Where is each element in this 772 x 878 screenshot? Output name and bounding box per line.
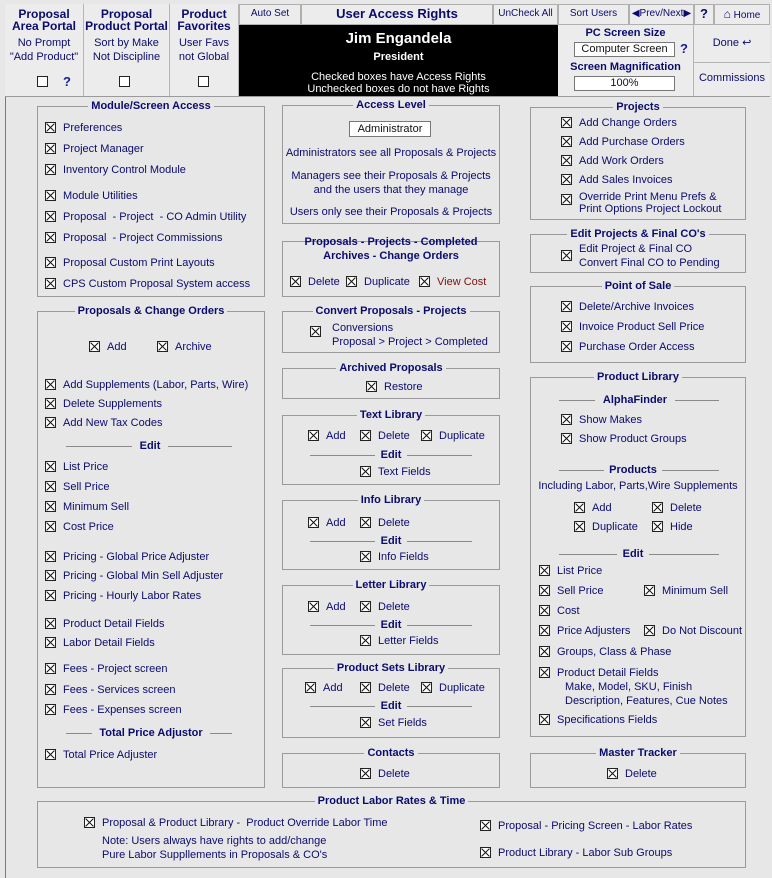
item-label: Add bbox=[326, 601, 346, 613]
edit-projects-line2: Convert Final CO to Pending bbox=[579, 257, 720, 269]
user-name: Jim Engandela bbox=[345, 30, 452, 47]
alpha-rule-left bbox=[559, 400, 595, 401]
checkbox[interactable] bbox=[45, 618, 56, 629]
item-label: Product Detail Fields bbox=[63, 618, 165, 630]
return-arrow-icon: ↩ bbox=[742, 37, 752, 49]
item-label: Add bbox=[326, 517, 346, 529]
checkbox[interactable] bbox=[45, 232, 56, 243]
edit-rule-left bbox=[66, 446, 132, 447]
checkbox[interactable] bbox=[419, 276, 430, 287]
proposal-area-portal-title2: Area Portal bbox=[11, 19, 77, 33]
checkbox[interactable] bbox=[45, 122, 56, 133]
checkbox[interactable] bbox=[421, 682, 432, 693]
item-label: Minimum Sell bbox=[662, 585, 729, 597]
pl-detail-line3: Description, Features, Cue Notes bbox=[565, 695, 728, 707]
checkbox[interactable] bbox=[539, 714, 550, 725]
sets-lib-rule-left bbox=[310, 706, 375, 707]
alpha-rule-right bbox=[675, 400, 719, 401]
proposals-cos-title-text: Proposals & Change Orders bbox=[75, 305, 228, 317]
item-label: Add bbox=[326, 430, 346, 442]
letter-lib-rule-left bbox=[310, 625, 375, 626]
help-button[interactable]: ? bbox=[694, 4, 714, 25]
item-label: Letter Fields bbox=[378, 635, 439, 647]
checkbox[interactable] bbox=[539, 625, 550, 636]
item-label: List Price bbox=[557, 565, 603, 577]
checkbox[interactable] bbox=[561, 174, 572, 185]
item-label: Groups, Class & Phase bbox=[557, 646, 672, 658]
proposal-product-portal-checkbox[interactable] bbox=[119, 76, 130, 87]
products-rule-right bbox=[662, 470, 719, 471]
checkbox[interactable] bbox=[89, 341, 100, 352]
item-label: Add Purchase Orders bbox=[579, 136, 685, 148]
access-level-line2a: Managers see their Proposals & Projects bbox=[291, 170, 491, 182]
checkbox[interactable] bbox=[480, 847, 491, 858]
letter-lib-rule-right bbox=[407, 625, 472, 626]
done-button[interactable] bbox=[694, 25, 770, 63]
completed-archives-title2: Archives - Change Orders bbox=[323, 250, 459, 262]
prev-arrow-icon[interactable]: ◀ bbox=[631, 8, 640, 19]
checkbox[interactable] bbox=[45, 143, 56, 154]
checkbox[interactable] bbox=[644, 585, 655, 596]
checkbox[interactable] bbox=[308, 601, 319, 612]
checkbox[interactable] bbox=[561, 117, 572, 128]
product-sets-title bbox=[283, 662, 499, 674]
item-label: Delete bbox=[378, 430, 410, 442]
item-label: Proposal & Product Library - Product Override Labor Time bbox=[102, 817, 388, 829]
contacts-title bbox=[283, 747, 499, 759]
archived-title-text: Archived Proposals bbox=[336, 362, 445, 374]
pl-edit-rule-left bbox=[559, 554, 617, 555]
auto-set-button[interactable]: Auto Set bbox=[239, 4, 301, 25]
checkbox[interactable] bbox=[308, 430, 319, 441]
checkbox[interactable] bbox=[360, 635, 371, 646]
uncheck-all-button[interactable]: UnCheck All bbox=[493, 4, 558, 25]
product-favorites-title2: Favorites bbox=[177, 19, 231, 33]
item-label: Info Fields bbox=[378, 551, 429, 563]
item-label: CPS Custom Proposal System access bbox=[63, 278, 251, 290]
checkbox[interactable] bbox=[45, 211, 56, 222]
sets-lib-rule-right bbox=[407, 706, 472, 707]
home-label: Home bbox=[733, 10, 761, 21]
proposal-product-portal-title1: Proposal bbox=[100, 7, 153, 21]
item-label: Total Price Adjuster bbox=[63, 749, 158, 761]
checkbox[interactable] bbox=[539, 585, 550, 596]
checkbox[interactable] bbox=[561, 136, 572, 147]
convert-title bbox=[283, 305, 499, 317]
checkbox[interactable] bbox=[561, 433, 572, 444]
item-label: Duplicate bbox=[439, 430, 485, 442]
letter-library-title bbox=[283, 579, 499, 591]
contacts-title-text: Contacts bbox=[364, 747, 417, 759]
next-arrow-icon[interactable]: ▶ bbox=[683, 8, 692, 19]
item-label: Inventory Control Module bbox=[63, 164, 186, 176]
item-label: Project Manager bbox=[63, 143, 144, 155]
labor-rates-title-text: Product Labor Rates & Time bbox=[315, 795, 469, 807]
commissions-button[interactable]: Commissions bbox=[698, 72, 765, 84]
proposal-edit-heading: Edit bbox=[139, 440, 161, 452]
checkbox[interactable] bbox=[539, 565, 550, 576]
item-label: Hide bbox=[670, 521, 693, 533]
item-label: Sell Price bbox=[557, 585, 604, 597]
rights-note-2: Unchecked boxes do not have Rights bbox=[307, 83, 490, 95]
checkbox[interactable] bbox=[305, 682, 316, 693]
projects-title bbox=[531, 101, 745, 113]
item-label: Proposal - Project - CO Admin Utility bbox=[63, 211, 247, 223]
convert-title-text: Convert Proposals - Projects bbox=[313, 305, 470, 317]
done-label: Done bbox=[712, 37, 739, 49]
text-lib-edit-heading: Edit bbox=[380, 449, 402, 461]
proposals-cos-title bbox=[38, 305, 264, 317]
item-label: Delete bbox=[378, 601, 410, 613]
item-label: Delete Supplements bbox=[63, 398, 163, 410]
checkbox[interactable] bbox=[45, 278, 56, 289]
checkbox[interactable] bbox=[45, 570, 56, 581]
checkbox[interactable] bbox=[539, 667, 550, 678]
product-sets-title-text: Product Sets Library bbox=[334, 662, 448, 674]
checkbox[interactable] bbox=[45, 663, 56, 674]
products-heading: Products bbox=[609, 464, 657, 476]
checkbox[interactable] bbox=[360, 601, 371, 612]
checkbox[interactable] bbox=[45, 398, 56, 409]
projects-title-text: Projects bbox=[613, 101, 662, 113]
alphafinder-heading: AlphaFinder bbox=[602, 394, 668, 406]
pc-screen-size-select[interactable]: Computer Screen bbox=[574, 42, 675, 57]
item-label: Delete bbox=[378, 517, 410, 529]
item-label: Do Not Discount bbox=[662, 625, 743, 637]
product-library-title-text: Product Library bbox=[594, 371, 682, 383]
item-label: Delete bbox=[625, 768, 657, 780]
tpa-heading: Total Price Adjustor bbox=[99, 727, 203, 739]
text-library-title-text: Text Library bbox=[357, 409, 425, 421]
item-label: Text Fields bbox=[378, 466, 431, 478]
letter-library-title-text: Letter Library bbox=[353, 579, 430, 591]
product-favorites-title1: Product bbox=[181, 7, 227, 21]
module-access-title-text: Module/Screen Access bbox=[88, 100, 213, 112]
point-of-sale-title-text: Point of Sale bbox=[602, 280, 675, 292]
item-label: Product Detail Fields bbox=[557, 667, 659, 679]
item-label: Proposal Custom Print Layouts bbox=[63, 257, 215, 269]
item-label: Labor Detail Fields bbox=[63, 637, 155, 649]
text-lib-rule-left bbox=[310, 455, 375, 456]
header-divider bbox=[5, 96, 770, 97]
info-lib-edit-heading: Edit bbox=[380, 535, 402, 547]
checkbox[interactable] bbox=[360, 717, 371, 728]
item-label: Set Fields bbox=[378, 717, 427, 729]
checkbox[interactable] bbox=[45, 417, 56, 428]
item-label: Fees - Services screen bbox=[63, 684, 176, 696]
left-border bbox=[5, 96, 6, 878]
checkbox[interactable] bbox=[346, 276, 357, 287]
checkbox[interactable] bbox=[45, 379, 56, 390]
access-level-select[interactable]: Administrator bbox=[349, 121, 431, 137]
item-label: Product Library - Labor Sub Groups bbox=[498, 847, 673, 859]
screen-size-help-icon[interactable]: ? bbox=[680, 41, 688, 56]
checkbox[interactable] bbox=[45, 164, 56, 175]
checkbox[interactable] bbox=[45, 481, 56, 492]
proposal-area-portal-cell bbox=[5, 4, 84, 96]
checkbox[interactable] bbox=[539, 605, 550, 616]
item-label: Module Utilities bbox=[63, 190, 138, 202]
checkbox[interactable] bbox=[310, 326, 321, 337]
item-label: Minimum Sell bbox=[63, 501, 130, 513]
item-label: Cost bbox=[557, 605, 580, 617]
sort-users-button[interactable]: Sort Users bbox=[558, 4, 629, 25]
checkbox[interactable] bbox=[308, 517, 319, 528]
edit-rule-right bbox=[168, 446, 232, 447]
done-commissions-cell bbox=[694, 25, 770, 96]
pl-edit-rule-right bbox=[649, 554, 719, 555]
item-label: Add bbox=[107, 341, 127, 353]
prev-next-label: Prev/Next bbox=[639, 8, 684, 19]
item-label: Add bbox=[323, 682, 343, 694]
module-access-title bbox=[38, 100, 264, 112]
screen-mag-label: Screen Magnification bbox=[570, 61, 681, 73]
master-tracker-title-text: Master Tracker bbox=[596, 747, 680, 759]
checkbox[interactable] bbox=[45, 190, 56, 201]
product-favorites-sub1: User Favs bbox=[178, 37, 230, 49]
item-label: Add Supplements (Labor, Parts, Wire) bbox=[63, 379, 249, 391]
item-label: Delete bbox=[378, 682, 410, 694]
checkbox[interactable] bbox=[45, 257, 56, 268]
checkbox[interactable] bbox=[561, 414, 572, 425]
checkbox[interactable] bbox=[421, 430, 432, 441]
item-label: Show Product Groups bbox=[579, 433, 687, 445]
info-lib-rule-right bbox=[407, 541, 472, 542]
item-label: Purchase Order Access bbox=[579, 341, 695, 353]
item-label: Preferences bbox=[63, 122, 123, 134]
screen-mag-input[interactable]: 100% bbox=[574, 76, 675, 91]
projects-override-line1: Override Print Menu Prefs & bbox=[579, 191, 717, 203]
checkbox[interactable] bbox=[157, 341, 168, 352]
item-label: Pricing - Hourly Labor Rates bbox=[63, 590, 202, 602]
checkbox[interactable] bbox=[45, 461, 56, 472]
pl-edit-heading: Edit bbox=[622, 548, 644, 560]
item-label: Delete bbox=[670, 502, 702, 514]
checkbox[interactable] bbox=[45, 521, 56, 532]
labor-rates-title bbox=[38, 795, 745, 807]
checkbox[interactable] bbox=[644, 625, 655, 636]
access-level-title-text: Access Level bbox=[353, 99, 429, 111]
help-icon[interactable]: ? bbox=[63, 74, 71, 89]
checkbox[interactable] bbox=[561, 250, 572, 261]
proposal-area-portal-sub1: No Prompt bbox=[17, 37, 71, 49]
proposal-area-portal-checkbox[interactable] bbox=[37, 76, 48, 87]
info-library-title-text: Info Library bbox=[358, 494, 425, 506]
item-label: Proposal - Pricing Screen - Labor Rates bbox=[498, 820, 693, 832]
item-label: Delete/Archive Invoices bbox=[579, 301, 694, 313]
item-label: Duplicate bbox=[364, 276, 410, 288]
checkbox[interactable] bbox=[360, 551, 371, 562]
checkbox[interactable] bbox=[45, 590, 56, 601]
proposal-area-portal-title1: Proposal bbox=[18, 7, 70, 21]
item-label: Invoice Product Sell Price bbox=[579, 321, 705, 333]
master-tracker-title bbox=[531, 747, 745, 759]
product-favorites-checkbox[interactable] bbox=[198, 76, 209, 87]
checkbox[interactable] bbox=[574, 502, 585, 513]
checkbox[interactable] bbox=[366, 381, 377, 392]
text-library-title bbox=[283, 409, 499, 421]
access-level-title bbox=[283, 99, 499, 111]
home-button[interactable] bbox=[714, 4, 770, 25]
access-level-line3: Users only see their Proposals & Projects bbox=[289, 206, 493, 218]
proposal-area-portal-sub2: "Add Product" bbox=[9, 51, 79, 63]
checkbox[interactable] bbox=[45, 637, 56, 648]
proposal-product-portal-sub2: Not Discipline bbox=[92, 51, 161, 63]
item-label: Add New Tax Codes bbox=[63, 417, 163, 429]
edit-projects-title-text: Edit Projects & Final CO's bbox=[567, 228, 708, 240]
point-of-sale-title bbox=[531, 280, 745, 292]
checkbox[interactable] bbox=[574, 521, 585, 532]
item-label: Duplicate bbox=[439, 682, 485, 694]
convert-line1: Conversions bbox=[332, 322, 394, 334]
letter-lib-edit-heading: Edit bbox=[380, 619, 402, 631]
item-label: View Cost bbox=[437, 276, 487, 288]
checkbox[interactable] bbox=[561, 301, 572, 312]
checkbox[interactable] bbox=[45, 551, 56, 562]
checkbox[interactable] bbox=[290, 276, 301, 287]
item-label: Add bbox=[592, 502, 612, 514]
proposal-product-portal-title2: Product Portal bbox=[85, 19, 168, 33]
projects-override-line2: Print Options Project Lockout bbox=[579, 203, 722, 215]
item-label: Sell Price bbox=[63, 481, 110, 493]
item-label: Specifications Fields bbox=[557, 714, 658, 726]
checkbox[interactable] bbox=[561, 194, 572, 205]
sets-lib-edit-heading: Edit bbox=[380, 700, 402, 712]
checkbox[interactable] bbox=[652, 502, 663, 513]
edit-projects-title bbox=[531, 228, 745, 240]
item-label: Price Adjusters bbox=[557, 625, 631, 637]
rights-note-1: Checked boxes have Access Rights bbox=[311, 71, 486, 83]
page-title: User Access Rights bbox=[301, 4, 493, 25]
checkbox[interactable] bbox=[360, 517, 371, 528]
proposal-product-portal-sub1: Sort by Make bbox=[94, 37, 159, 49]
completed-archives-title1: Proposals - Projects - Completed bbox=[304, 236, 478, 248]
edit-projects-line1: Edit Project & Final CO bbox=[579, 243, 693, 255]
info-lib-rule-left bbox=[310, 541, 375, 542]
products-sub: Including Labor, Parts,Wire Supplements bbox=[538, 480, 738, 492]
item-label: Add Sales Invoices bbox=[579, 174, 673, 186]
product-favorites-sub2: not Global bbox=[178, 51, 230, 63]
item-label: Duplicate bbox=[592, 521, 638, 533]
checkbox[interactable] bbox=[45, 684, 56, 695]
item-label: Proposal - Project Commissions bbox=[63, 232, 223, 244]
item-label: Add Work Orders bbox=[579, 155, 664, 167]
convert-line2: Proposal > Project > Completed bbox=[332, 336, 488, 348]
labor-note2: Pure Labor Suppllements in Proposals & CO's bbox=[102, 849, 328, 861]
tpa-rule-right bbox=[210, 733, 232, 734]
checkbox[interactable] bbox=[84, 817, 95, 828]
pc-screen-size-label: PC Screen Size bbox=[585, 27, 666, 39]
checkbox[interactable] bbox=[360, 466, 371, 477]
checkbox[interactable] bbox=[360, 430, 371, 441]
pl-detail-line2: Make, Model, SKU, Finish bbox=[565, 681, 693, 693]
checkbox[interactable] bbox=[45, 501, 56, 512]
home-icon: ⌂ bbox=[723, 7, 731, 21]
tpa-rule-left bbox=[66, 733, 92, 734]
checkbox[interactable] bbox=[652, 521, 663, 532]
item-label: Add Change Orders bbox=[579, 117, 677, 129]
item-label: Delete bbox=[308, 276, 340, 288]
checkbox[interactable] bbox=[360, 682, 371, 693]
item-label: Show Makes bbox=[579, 414, 642, 426]
item-label: Restore bbox=[384, 381, 423, 393]
item-label: Fees - Project screen bbox=[63, 663, 168, 675]
item-label: Pricing - Global Price Adjuster bbox=[63, 551, 210, 563]
checkbox[interactable] bbox=[561, 155, 572, 166]
item-label: Pricing - Global Min Sell Adjuster bbox=[63, 570, 224, 582]
prev-next-button[interactable] bbox=[629, 4, 694, 25]
item-label: List Price bbox=[63, 461, 109, 473]
checkbox[interactable] bbox=[539, 646, 550, 657]
user-info-panel bbox=[239, 25, 558, 96]
item-label: Fees - Expenses screen bbox=[63, 704, 182, 716]
access-level-line1: Administrators see all Proposals & Projects bbox=[285, 147, 497, 159]
checkbox[interactable] bbox=[45, 749, 56, 760]
products-rule-left bbox=[559, 470, 604, 471]
checkbox[interactable] bbox=[45, 704, 56, 715]
item-label: Cost Price bbox=[63, 521, 114, 533]
access-level-line2b: and the users that they manage bbox=[313, 184, 469, 196]
checkbox[interactable] bbox=[561, 321, 572, 332]
checkbox[interactable] bbox=[607, 768, 618, 779]
item-label: Delete bbox=[378, 768, 410, 780]
info-library-title bbox=[283, 494, 499, 506]
user-role: President bbox=[373, 51, 424, 63]
proposal-product-portal-cell bbox=[84, 4, 170, 96]
checkbox[interactable] bbox=[480, 820, 491, 831]
text-lib-rule-right bbox=[407, 455, 472, 456]
product-library-title bbox=[531, 371, 745, 383]
checkbox[interactable] bbox=[360, 768, 371, 779]
item-label: Archive bbox=[175, 341, 212, 353]
archived-title bbox=[283, 362, 499, 374]
screen-settings-cell bbox=[558, 25, 694, 96]
checkbox[interactable] bbox=[561, 341, 572, 352]
labor-note1: Note: Users always have rights to add/change bbox=[102, 835, 327, 847]
product-favorites-cell bbox=[170, 4, 239, 96]
